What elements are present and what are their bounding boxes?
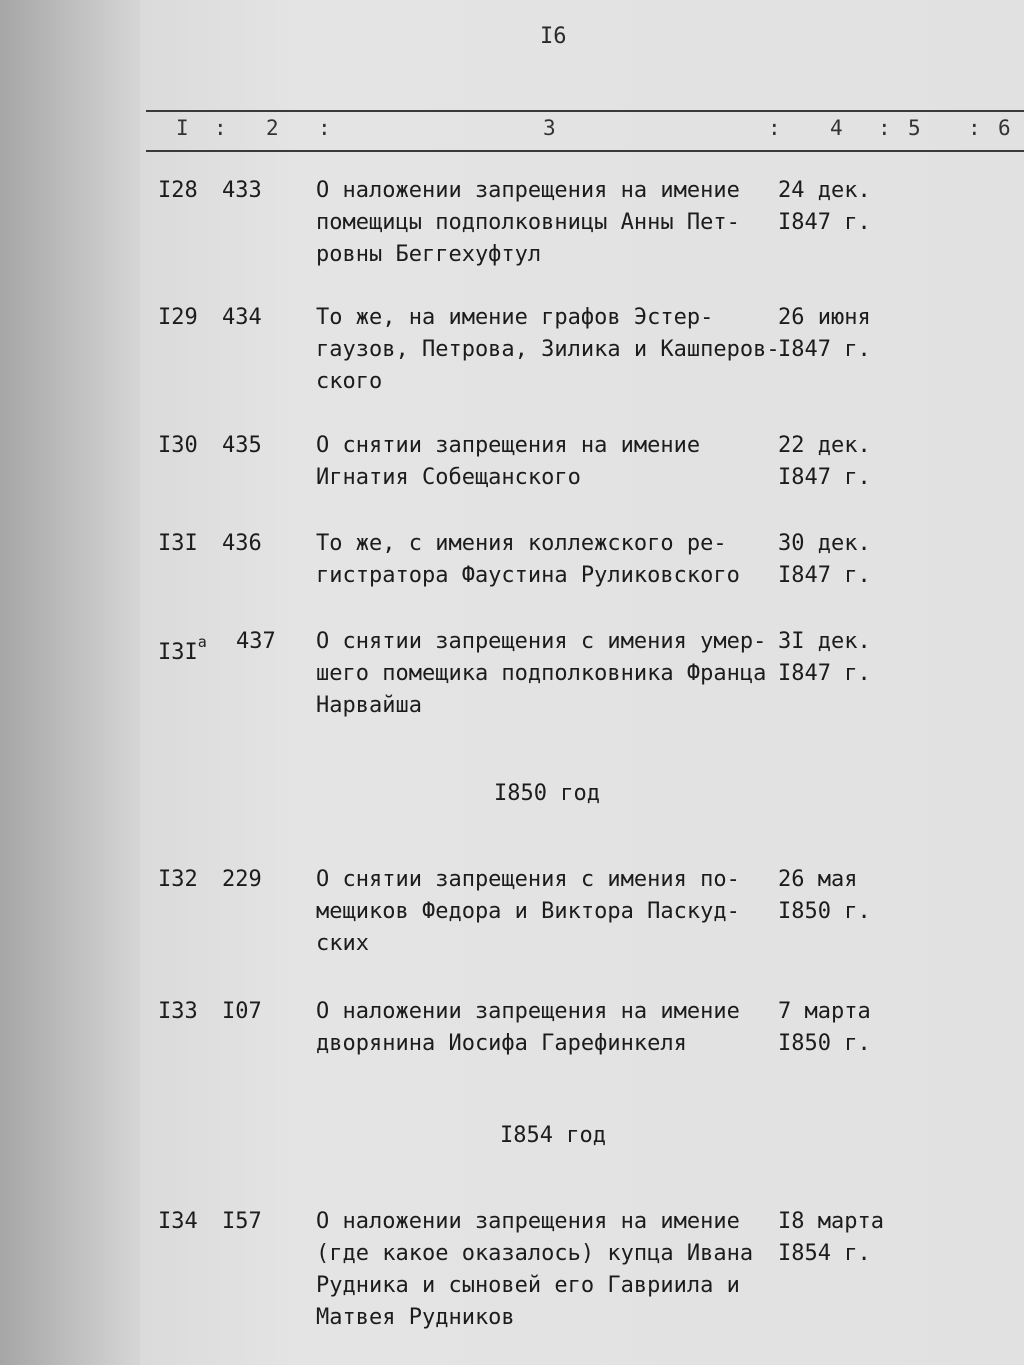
description-line: Матвея Рудников <box>316 1305 515 1330</box>
entry-number: I32 <box>158 867 198 892</box>
entry-description <box>316 302 780 398</box>
description-line: гаузов, Петрова, Зилика и Кашперов- <box>316 337 780 362</box>
entry-date <box>778 996 898 1060</box>
date-line: 30 дек. <box>778 531 871 556</box>
entry-number-suffix: а <box>197 633 207 651</box>
date-line: 26 июня <box>778 305 871 330</box>
entry-description <box>316 528 780 592</box>
description-line: О наложении запрещения на имение <box>316 1209 740 1234</box>
entry-date <box>778 302 898 366</box>
description-line: О наложении запрещения на имение <box>316 178 740 203</box>
entry-date <box>778 528 898 592</box>
date-line: I850 г. <box>778 1031 871 1056</box>
column-header-3: 3 <box>543 116 556 140</box>
date-line: 26 мая <box>778 867 858 892</box>
column-header-6: 6 <box>998 116 1011 140</box>
entry-number: I30 <box>158 433 198 458</box>
date-line: 24 дек. <box>778 178 871 203</box>
description-line: Нарвайша <box>316 693 422 718</box>
entry-number-main: I3I <box>158 640 198 665</box>
original-number: 435 <box>222 433 262 458</box>
entry-number <box>158 626 207 669</box>
original-number: 433 <box>222 178 262 203</box>
column-header-2: 2 <box>266 116 279 140</box>
column-separator: : <box>968 116 981 140</box>
description-line: О снятии запрещения на имение <box>316 433 701 458</box>
original-number: I57 <box>222 1209 262 1234</box>
entry-number: I34 <box>158 1209 198 1234</box>
column-header-1: I <box>176 116 189 140</box>
original-number: I07 <box>222 999 262 1024</box>
date-line: I847 г. <box>778 563 871 588</box>
description-line: ского <box>316 369 383 394</box>
date-line: I847 г. <box>778 661 871 686</box>
description-line: (где какое оказалось) купца Ивана <box>316 1241 754 1266</box>
description-line: ских <box>316 931 369 956</box>
date-line: 7 марта <box>778 999 871 1024</box>
description-line: Игнатия Собещанского <box>316 465 581 490</box>
date-line: 22 дек. <box>778 433 871 458</box>
header-bottom-rule <box>146 150 1024 152</box>
description-line: Рудника и сыновей его Гавриила и <box>316 1273 740 1298</box>
entry-description <box>316 626 780 722</box>
date-line: I8 марта <box>778 1209 884 1234</box>
original-number: 436 <box>222 531 262 556</box>
date-line: I854 г. <box>778 1241 871 1266</box>
column-separator: : <box>768 116 781 140</box>
date-line: I847 г. <box>778 337 871 362</box>
description-line: То же, на имение графов Эстер- <box>316 305 714 330</box>
entry-date <box>778 864 898 928</box>
entry-date <box>778 430 898 494</box>
description-line: помещицы подполковницы Анны Пет- <box>316 210 740 235</box>
column-header-4: 4 <box>830 116 843 140</box>
original-number: 229 <box>222 867 262 892</box>
entry-description <box>316 864 780 960</box>
entry-number: I3I <box>158 531 198 556</box>
entry-number: I29 <box>158 305 198 330</box>
date-line: I847 г. <box>778 210 871 235</box>
page-number: I6 <box>540 24 567 49</box>
year-heading: I854 год <box>500 1123 606 1148</box>
entry-description <box>316 996 780 1060</box>
description-line: ровны Беггехуфтул <box>316 242 542 267</box>
description-line: То же, с имения коллежского ре- <box>316 531 727 556</box>
entry-description <box>316 1206 780 1334</box>
description-line: гистратора Фаустина Руликовского <box>316 563 740 588</box>
original-number: 434 <box>222 305 262 330</box>
date-line: I847 г. <box>778 465 871 490</box>
header-top-rule <box>146 110 1024 112</box>
entry-description <box>316 430 780 494</box>
page-gutter-shadow <box>0 0 140 1365</box>
original-number: 437 <box>236 629 276 654</box>
entry-date <box>778 1206 898 1270</box>
entry-date <box>778 626 898 690</box>
column-separator: : <box>318 116 331 140</box>
description-line: О наложении запрещения на имение <box>316 999 740 1024</box>
description-line: дворянина Иосифа Гарефинкеля <box>316 1031 687 1056</box>
entry-date <box>778 175 898 239</box>
description-line: шего помещика подполковника Франца <box>316 661 767 686</box>
column-separator: : <box>878 116 891 140</box>
entry-description <box>316 175 780 271</box>
entry-number: I33 <box>158 999 198 1024</box>
column-separator: : <box>214 116 227 140</box>
date-line: 3I дек. <box>778 629 871 654</box>
year-heading: I850 год <box>494 781 600 806</box>
description-line: мещиков Федора и Виктора Паскуд- <box>316 899 740 924</box>
column-header-5: 5 <box>908 116 921 140</box>
entry-number: I28 <box>158 178 198 203</box>
description-line: О снятии запрещения с имения по- <box>316 867 740 892</box>
description-line: О снятии запрещения с имения умер- <box>316 629 767 654</box>
date-line: I850 г. <box>778 899 871 924</box>
